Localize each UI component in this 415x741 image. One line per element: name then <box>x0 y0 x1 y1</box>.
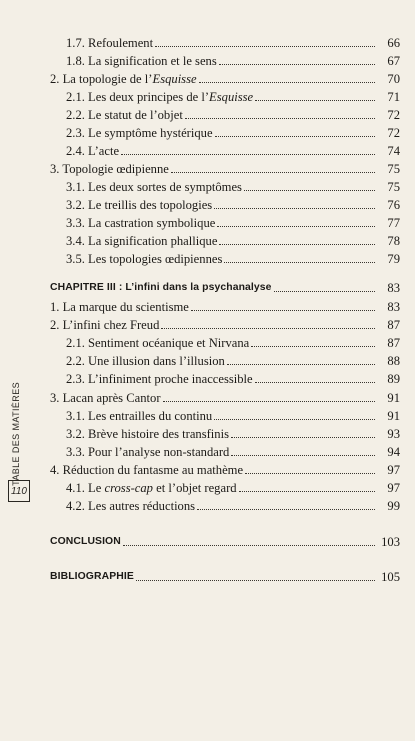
toc-entry-italic-title: cross-cap <box>104 481 153 495</box>
toc-entry-number: 2. <box>50 72 60 86</box>
toc-entry-title: Le <box>88 481 105 495</box>
dot-leader <box>215 136 375 137</box>
toc-entry-title: Refoulement <box>88 36 154 50</box>
dot-leader <box>255 382 375 383</box>
toc-entry-number: 3.3. <box>66 216 85 230</box>
toc-page-number: 72 <box>387 126 400 140</box>
toc-entry-title: : L’infini dans la psychanalyse <box>118 282 272 293</box>
toc-entry-label <box>50 462 245 478</box>
toc-entry <box>50 69 400 87</box>
dot-leader <box>245 473 375 474</box>
dot-leader <box>171 172 375 173</box>
toc-entry-number: 1.7. <box>66 36 85 50</box>
dot-leader <box>155 46 375 47</box>
toc-entry-label <box>50 534 123 550</box>
toc-page-number: 79 <box>387 252 400 266</box>
dot-leader <box>239 491 375 492</box>
dot-leader <box>219 64 375 65</box>
toc-entry-label <box>50 35 155 51</box>
dot-leader <box>231 455 375 456</box>
toc-entry-title: CONCLUSION <box>50 536 121 547</box>
toc-entry-number: 3.2. <box>66 427 85 441</box>
toc-page-number: 67 <box>387 54 400 68</box>
dot-leader <box>123 545 375 546</box>
toc-entry <box>50 231 400 249</box>
toc-entry-italic-title: Esquisse <box>152 72 197 86</box>
toc-page-number: 70 <box>387 72 400 86</box>
toc-entry-title: BIBLIOGRAPHIE <box>50 571 134 582</box>
toc-heading-entry <box>50 532 400 550</box>
toc-entry-number: CHAPITRE III <box>50 282 116 293</box>
toc-entry-number: 1. <box>50 300 60 314</box>
toc-page-number: 72 <box>387 108 400 122</box>
dot-leader <box>161 328 375 329</box>
toc-entry-label <box>50 569 136 585</box>
toc-page-number: 71 <box>387 90 400 104</box>
dot-leader <box>255 100 375 101</box>
page-number-box: 110 <box>8 480 30 502</box>
toc-entry-label <box>50 335 251 351</box>
toc-entry-number: 3.5. <box>66 252 85 266</box>
dot-leader <box>274 291 375 292</box>
toc-entry-label <box>50 179 244 195</box>
toc-entry-number: 3.1. <box>66 180 85 194</box>
toc-entry-number: 2.3. <box>66 126 85 140</box>
toc-entry-number: 4.1. <box>66 481 85 495</box>
dot-leader <box>214 208 375 209</box>
toc-entry-number: 4. <box>50 463 60 477</box>
toc-entry-title: Lacan après Cantor <box>62 391 161 405</box>
toc-page-number: 76 <box>387 198 400 212</box>
toc-page-number: 87 <box>387 336 400 350</box>
toc-entry <box>50 406 400 424</box>
toc-entry <box>50 159 400 177</box>
dot-leader <box>185 118 375 119</box>
toc-entry <box>50 123 400 141</box>
toc-entry-title: La marque du scientisme <box>62 300 189 314</box>
toc-heading-entry <box>50 567 400 585</box>
toc-entry-title: Une illusion dans l’illusion <box>88 354 225 368</box>
toc-entry-number: 1.8. <box>66 54 85 68</box>
toc-entry <box>50 315 400 333</box>
toc-page-number: 99 <box>387 499 400 513</box>
toc-page-number: 87 <box>387 318 400 332</box>
toc-entry <box>50 213 400 231</box>
dot-leader <box>219 244 375 245</box>
toc-entry-label <box>50 299 191 315</box>
toc-entry-label <box>50 125 215 141</box>
toc-entry <box>50 496 400 514</box>
toc-entry-title: Brève histoire des transfinis <box>88 427 229 441</box>
toc-entry-number: 2. <box>50 318 60 332</box>
toc-chapter-entry <box>50 278 400 296</box>
dot-leader <box>217 226 375 227</box>
toc-entry-number: 3.3. <box>66 445 85 459</box>
toc-page-number: 66 <box>387 36 400 50</box>
toc-page-number: 97 <box>387 481 400 495</box>
toc-page-number: 97 <box>387 463 400 477</box>
toc-entry <box>50 388 400 406</box>
toc-entry-label <box>50 71 199 87</box>
toc-page-number: 91 <box>387 391 400 405</box>
toc-entry-title: La castration symbolique <box>88 216 216 230</box>
toc-page-number: 75 <box>387 180 400 194</box>
toc-entry-italic-title: Esquisse <box>209 90 254 104</box>
toc-entry-title: Les autres réductions <box>88 499 196 513</box>
toc-entry-label <box>50 251 224 267</box>
toc-entry <box>50 333 400 351</box>
toc-page-number: 89 <box>387 372 400 386</box>
toc-page-number: 105 <box>381 570 400 584</box>
toc-page-number: 83 <box>387 281 400 295</box>
toc-entry-title: Les deux principes de l’ <box>88 90 210 104</box>
toc-entry <box>50 369 400 387</box>
toc-entry-title: Le symptôme hystérique <box>88 126 213 140</box>
dot-leader <box>231 437 375 438</box>
toc-page-number: 94 <box>387 445 400 459</box>
toc-entry-title: Les deux sortes de symptômes <box>88 180 242 194</box>
toc-entry-label <box>50 353 227 369</box>
toc-entry-label <box>50 53 219 69</box>
toc-page-number: 77 <box>387 216 400 230</box>
toc-entry-title: Topologie œdipienne <box>62 162 169 176</box>
dot-leader <box>224 262 375 263</box>
toc-entry <box>50 51 400 69</box>
toc-entry <box>50 351 400 369</box>
toc-entry-number: 2.1. <box>66 336 85 350</box>
toc-entry-number: 3.1. <box>66 409 85 423</box>
toc-entry-title: Sentiment océanique et Nirvana <box>88 336 250 350</box>
toc-entry-label <box>50 280 274 296</box>
toc-entry-number: 3.2. <box>66 198 85 212</box>
toc-entry-title: Les topologies œdipiennes <box>88 252 223 266</box>
toc-entry <box>50 442 400 460</box>
toc-entry-number: 2.2. <box>66 108 85 122</box>
toc-entry-label <box>50 480 239 496</box>
toc-entry-title: L’infini chez Freud <box>62 318 160 332</box>
toc-entry <box>50 33 400 51</box>
dot-leader <box>197 509 375 510</box>
running-title: TABLE DES MATIÈRES <box>11 382 21 486</box>
dot-leader <box>136 580 375 581</box>
toc-entry <box>50 141 400 159</box>
toc-entry <box>50 297 400 315</box>
toc-entry-label <box>50 107 185 123</box>
toc-entry-number: 2.1. <box>66 90 85 104</box>
toc-entry-title-rest: et l’objet regard <box>152 481 237 495</box>
toc-entry-label <box>50 161 171 177</box>
toc-entry-label <box>50 317 161 333</box>
toc-entry-title: Le treillis des topologies <box>88 198 213 212</box>
toc-entry-title: Réduction du fantasme au mathème <box>62 463 244 477</box>
toc-entry-title: L’acte <box>88 144 120 158</box>
toc-page-number: 93 <box>387 427 400 441</box>
toc-page-number: 78 <box>387 234 400 248</box>
dot-leader <box>191 310 375 311</box>
toc-entry-label <box>50 390 163 406</box>
toc-entry-title: La signification phallique <box>88 234 218 248</box>
toc-entry <box>50 249 400 267</box>
toc-page-number: 75 <box>387 162 400 176</box>
toc-entry-label <box>50 498 197 514</box>
dot-leader <box>121 154 375 155</box>
toc-entry <box>50 105 400 123</box>
toc-entry-label <box>50 371 255 387</box>
toc-entry-label <box>50 143 121 159</box>
toc-entry <box>50 460 400 478</box>
toc-entry <box>50 177 400 195</box>
toc-entry <box>50 195 400 213</box>
toc-entry-title: L’infiniment proche inaccessible <box>88 372 253 386</box>
toc-entry-title: La topologie de l’ <box>62 72 153 86</box>
toc-entry-number: 2.2. <box>66 354 85 368</box>
toc-entry-label <box>50 233 219 249</box>
dot-leader <box>227 364 375 365</box>
toc-entry-label <box>50 215 217 231</box>
toc-entry-title: Les entrailles du continu <box>88 409 213 423</box>
toc-entry-number: 3. <box>50 162 60 176</box>
toc-entry-label <box>50 444 231 460</box>
toc-entry-label <box>50 89 255 105</box>
toc-entry <box>50 424 400 442</box>
toc-entry-label <box>50 426 231 442</box>
toc-page-number: 91 <box>387 409 400 423</box>
toc-page-number: 88 <box>387 354 400 368</box>
toc-entry-number: 2.3. <box>66 372 85 386</box>
dot-leader <box>199 82 375 83</box>
toc-entry-number: 4.2. <box>66 499 85 513</box>
toc-entry-title: La signification et le sens <box>88 54 217 68</box>
dot-leader <box>214 419 375 420</box>
toc-page-number: 103 <box>381 535 400 549</box>
toc-entry-number: 3.4. <box>66 234 85 248</box>
toc-entry <box>50 478 400 496</box>
toc-page-number: 74 <box>387 144 400 158</box>
toc-entry-label <box>50 408 214 424</box>
toc-entry-label <box>50 197 214 213</box>
toc-entry <box>50 87 400 105</box>
toc-entry-title: Pour l’analyse non-standard <box>88 445 230 459</box>
toc-page-number: 83 <box>387 300 400 314</box>
toc-entry-number: 2.4. <box>66 144 85 158</box>
dot-leader <box>251 346 375 347</box>
dot-leader <box>163 401 375 402</box>
toc-entry-title: Le statut de l’objet <box>88 108 183 122</box>
dot-leader <box>244 190 375 191</box>
toc-entry-number: 3. <box>50 391 60 405</box>
